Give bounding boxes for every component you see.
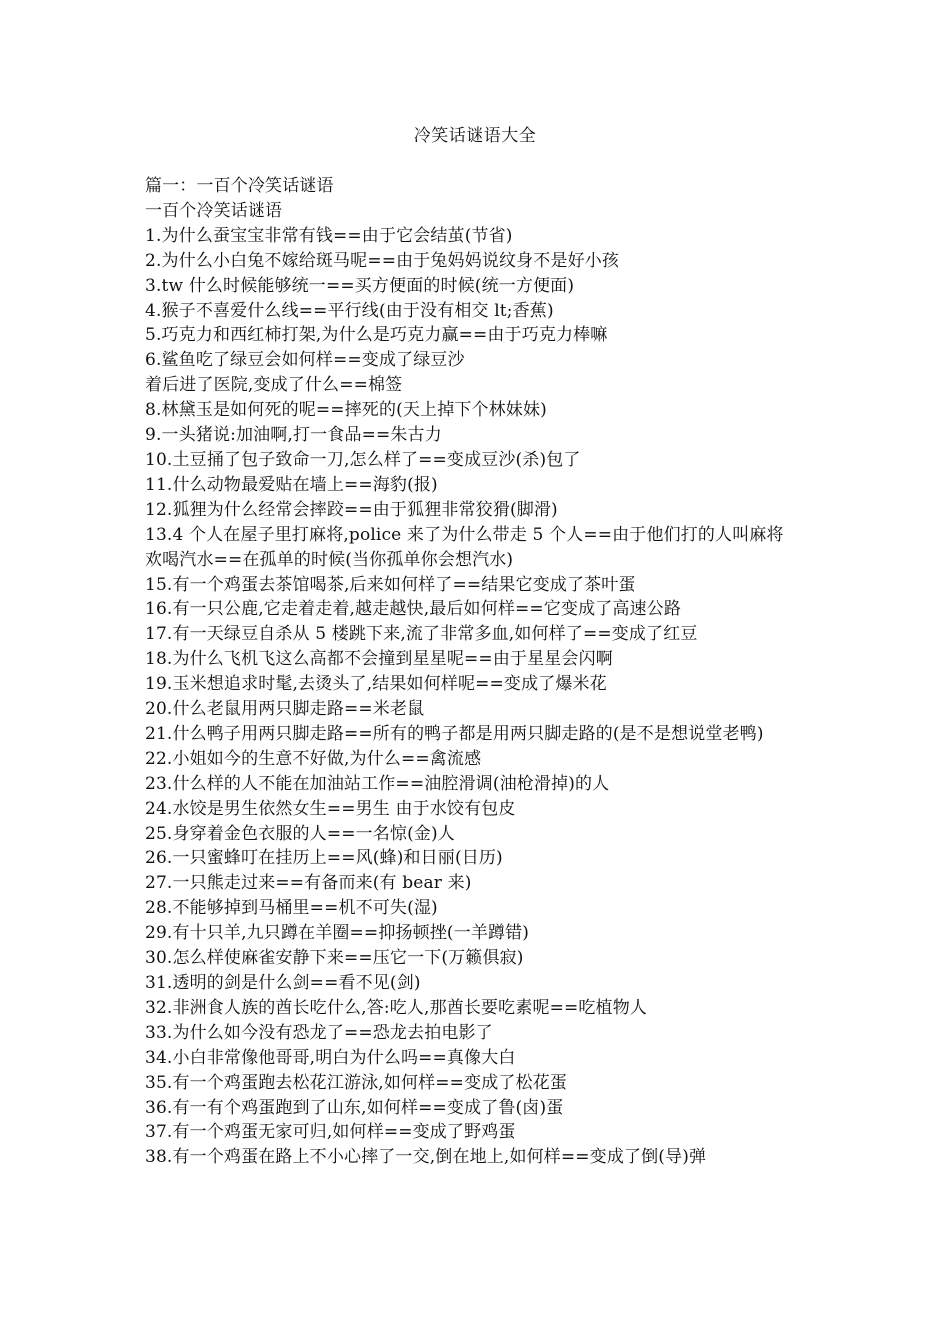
text-line: 28.不能够掉到马桶里==机不可失(湿)	[145, 898, 438, 919]
text-line: 27.一只熊走过来==有备而来(有 bear 来)	[145, 873, 472, 894]
text-line: 32.非洲食人族的酋长吃什么,答:吃人,那酋长要吃素呢==吃植物人	[145, 997, 648, 1018]
text-line: 29.有十只羊,九只蹲在羊圈==抑扬顿挫(一羊蹲错)	[145, 923, 530, 944]
text-line: 3.tw 什么时候能够统一==买方便面的时候(统一方便面)	[145, 275, 575, 296]
document-body	[145, 174, 800, 1170]
text-line: 着后进了医院,变成了什么==棉签	[145, 375, 403, 396]
text-line: 38.有一个鸡蛋在路上不小心摔了一交,倒在地上,如何样==变成了倒(导)弹	[145, 1147, 707, 1168]
document-title: 冷笑话谜语大全	[413, 126, 537, 146]
text-line: 22.小姐如今的生意不好做,为什么==禽流感	[145, 748, 482, 769]
text-line: 25.身穿着金色衣服的人==一名惊(金)人	[145, 823, 455, 844]
text-line: 20.什么老鼠用两只脚走路==米老鼠	[145, 699, 425, 720]
text-line: 19.玉米想追求时髦,去烫头了,结果如何样呢==变成了爆米花	[145, 674, 607, 695]
text-line: 5.巧克力和西红柿打架,为什么是巧克力赢==由于巧克力棒嘛	[145, 325, 608, 346]
text-line: 4.猴子不喜爱什么线==平行线(由于没有相交 lt;香蕉)	[145, 300, 554, 321]
text-line: 37.有一个鸡蛋无家可归,如何样==变成了野鸡蛋	[145, 1122, 516, 1143]
text-line: 36.有一有个鸡蛋跑到了山东,如何样==变成了鲁(卤)蛋	[145, 1097, 564, 1118]
text-line: 12.狐狸为什么经常会摔跤==由于狐狸非常狡猾(脚滑)	[145, 499, 558, 520]
text-line: 16.有一只公鹿,它走着走着,越走越快,最后如何样==它变成了高速公路	[145, 599, 681, 620]
text-line: 26.一只蜜蜂叮在挂历上==风(蜂)和日丽(日历)	[145, 848, 503, 869]
text-line: 1.为什么蚕宝宝非常有钱==由于它会结茧(节省)	[145, 225, 513, 246]
text-line: 6.鲨鱼吃了绿豆会如何样==变成了绿豆沙	[145, 350, 465, 371]
text-line: 2.为什么小白兔不嫁给斑马呢==由于兔妈妈说纹身不是好小孩	[145, 250, 620, 271]
text-line: 17.有一天绿豆自杀从 5 楼跳下来,流了非常多血,如何样了==变成了红豆	[145, 624, 698, 645]
text-line: 10.土豆捅了包子致命一刀,怎么样了==变成豆沙(杀)包了	[145, 449, 581, 470]
text-line: 34.小白非常像他哥哥,明白为什么吗==真像大白	[145, 1047, 516, 1068]
text-line: 欢喝汽水==在孤单的时候(当你孤单你会想汽水)	[145, 549, 514, 570]
text-line: 21.什么鸭子用两只脚走路==所有的鸭子都是用两只脚走路的(是不是想说堂老鸭)	[145, 723, 764, 744]
text-line: 15.有一个鸡蛋去茶馆喝茶,后来如何样了==结果它变成了茶叶蛋	[145, 574, 636, 595]
text-line: 18.为什么飞机飞这么高都不会撞到星星呢==由于星星会闪啊	[145, 649, 613, 670]
text-line: 11.什么动物最爱贴在墙上==海豹(报)	[145, 474, 438, 495]
text-line: 8.林黛玉是如何死的呢==摔死的(天上掉下个林妹妹)	[145, 400, 547, 421]
text-line: 24.水饺是男生依然女生==男生 由于水饺有包皮	[145, 798, 516, 819]
section-heading: 篇一：一百个冷笑话谜语	[145, 176, 334, 196]
text-line: 30.怎么样使麻雀安静下来==压它一下(万籁俱寂)	[145, 948, 524, 969]
subheading: 一百个冷笑话谜语	[145, 200, 283, 221]
text-line: 9.一头猪说:加油啊,打一食品==朱古力	[145, 425, 442, 446]
text-line: 13.4 个人在屋子里打麻将,police 来了为什么带走 5 个人==由于他们打的人叫麻将	[145, 524, 784, 545]
text-line: 31.透明的剑是什么剑==看不见(剑)	[145, 973, 421, 993]
text-line: 23.什么样的人不能在加油站工作==油腔滑调(油枪滑掉)的人	[145, 773, 610, 794]
text-line: 33.为什么如今没有恐龙了==恐龙去拍电影了	[145, 1022, 493, 1043]
text-line: 35.有一个鸡蛋跑去松花江游泳,如何样==变成了松花蛋	[145, 1072, 567, 1093]
